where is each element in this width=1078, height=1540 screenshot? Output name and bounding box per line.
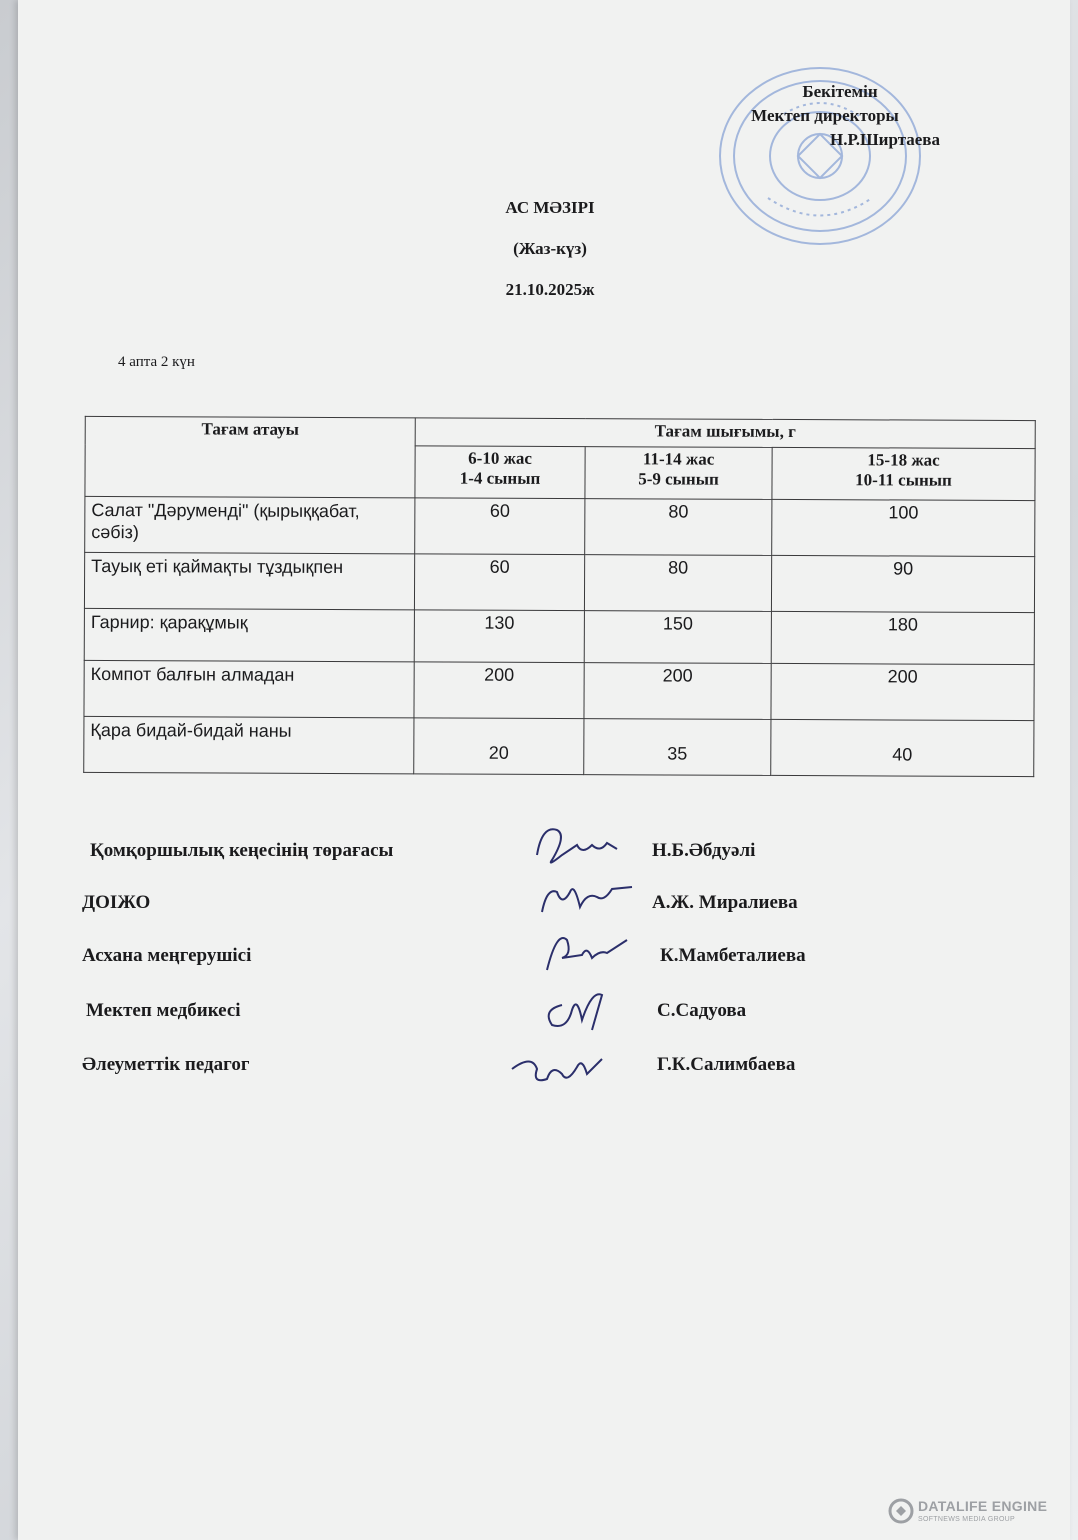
signer-role: Қомқоршылық кеңесінің төрағасы	[90, 840, 394, 861]
header-yield: Тағам шығымы, г	[415, 418, 1035, 449]
signature-row	[82, 1054, 882, 1094]
page-title: АС МӘЗІРІ	[505, 198, 595, 217]
signer-name: А.Ж. Миралиева	[652, 892, 798, 913]
yield-value: 90	[771, 555, 1034, 612]
signer-role: Әлеуметтік педагог	[82, 1054, 250, 1075]
group-grade: 1-4 сынып	[459, 468, 541, 488]
yield-value: 60	[415, 498, 585, 555]
table-row	[84, 608, 1034, 664]
group-grade: 5-9 сынып	[638, 469, 719, 489]
approval-name: Н.Р.Ширтаева	[830, 130, 940, 149]
date-label: 21.10.2025ж	[505, 280, 595, 299]
watermark-subtitle: SOFTNEWS MEDIA GROUP	[918, 1516, 1016, 1523]
signature-row	[82, 1000, 882, 1040]
yield-value: 35	[584, 719, 771, 776]
header-group	[415, 446, 585, 499]
yield-value: 200	[771, 663, 1034, 720]
approval-block	[700, 80, 940, 152]
watermark-title: DATALIFE ENGINE	[918, 1498, 1048, 1514]
dish-name: Компот балғын алмадан	[84, 660, 414, 717]
yield-value: 40	[771, 719, 1034, 776]
group-grade: 10-11 сынып	[855, 470, 952, 490]
menu-table	[83, 416, 1036, 777]
signature-row	[82, 892, 882, 932]
approval-label: Бекітемін	[802, 82, 878, 101]
watermark	[888, 1496, 1063, 1530]
signature-row	[82, 840, 882, 880]
approval-position: Мектеп директоры	[751, 106, 899, 125]
group-age: 15-18 жас	[867, 450, 940, 470]
table-row	[84, 552, 1034, 612]
yield-value: 150	[584, 611, 771, 664]
dle-logo-icon	[888, 1498, 914, 1524]
yield-value: 80	[585, 499, 772, 556]
group-age: 11-14 жас	[642, 449, 715, 469]
yield-value: 200	[584, 663, 771, 720]
yield-value: 130	[414, 610, 584, 663]
table-row	[85, 496, 1035, 556]
yield-value: 200	[414, 662, 584, 719]
header-group	[585, 447, 772, 500]
header-group	[772, 447, 1035, 500]
signer-name: Н.Б.Әбдуәлі	[652, 840, 756, 861]
handwritten-signature	[492, 1029, 622, 1099]
season-label: (Жаз-күз)	[513, 239, 587, 258]
yield-value: 60	[414, 554, 584, 611]
dish-name: Тауық еті қаймақты тұздықпен	[84, 552, 414, 609]
dish-name: Салат "Дәруменді" (қырыққабат, сәбіз)	[85, 496, 415, 553]
handwritten-signature	[522, 975, 652, 1035]
signer-role: Мектеп медбикесі	[86, 1000, 241, 1021]
group-age: 6-10 жас	[468, 448, 533, 468]
week-day-label: 4 апта 2 күн	[118, 354, 195, 370]
table-row	[84, 660, 1034, 720]
signer-role: ДОІЖО	[82, 892, 151, 913]
signer-name: Г.К.Салимбаева	[657, 1054, 796, 1075]
header-dish-name: Тағам атауы	[85, 416, 415, 497]
signature-row	[82, 945, 882, 985]
title-block	[380, 198, 720, 321]
dish-name: Гарнир: қарақұмық	[84, 608, 414, 661]
yield-value: 80	[584, 555, 771, 612]
signer-name: К.Мамбеталиева	[660, 945, 806, 966]
handwritten-signature	[522, 920, 652, 980]
handwritten-signature	[522, 815, 652, 875]
table-row	[84, 716, 1034, 776]
yield-value: 100	[772, 499, 1035, 556]
signer-name: С.Садуова	[657, 1000, 747, 1021]
dish-name: Қара бидай-бидай наны	[84, 716, 414, 773]
handwritten-signature	[522, 867, 652, 927]
yield-value: 20	[414, 718, 584, 775]
yield-value: 180	[771, 611, 1034, 664]
signer-role: Асхана меңгерушісі	[82, 945, 252, 966]
